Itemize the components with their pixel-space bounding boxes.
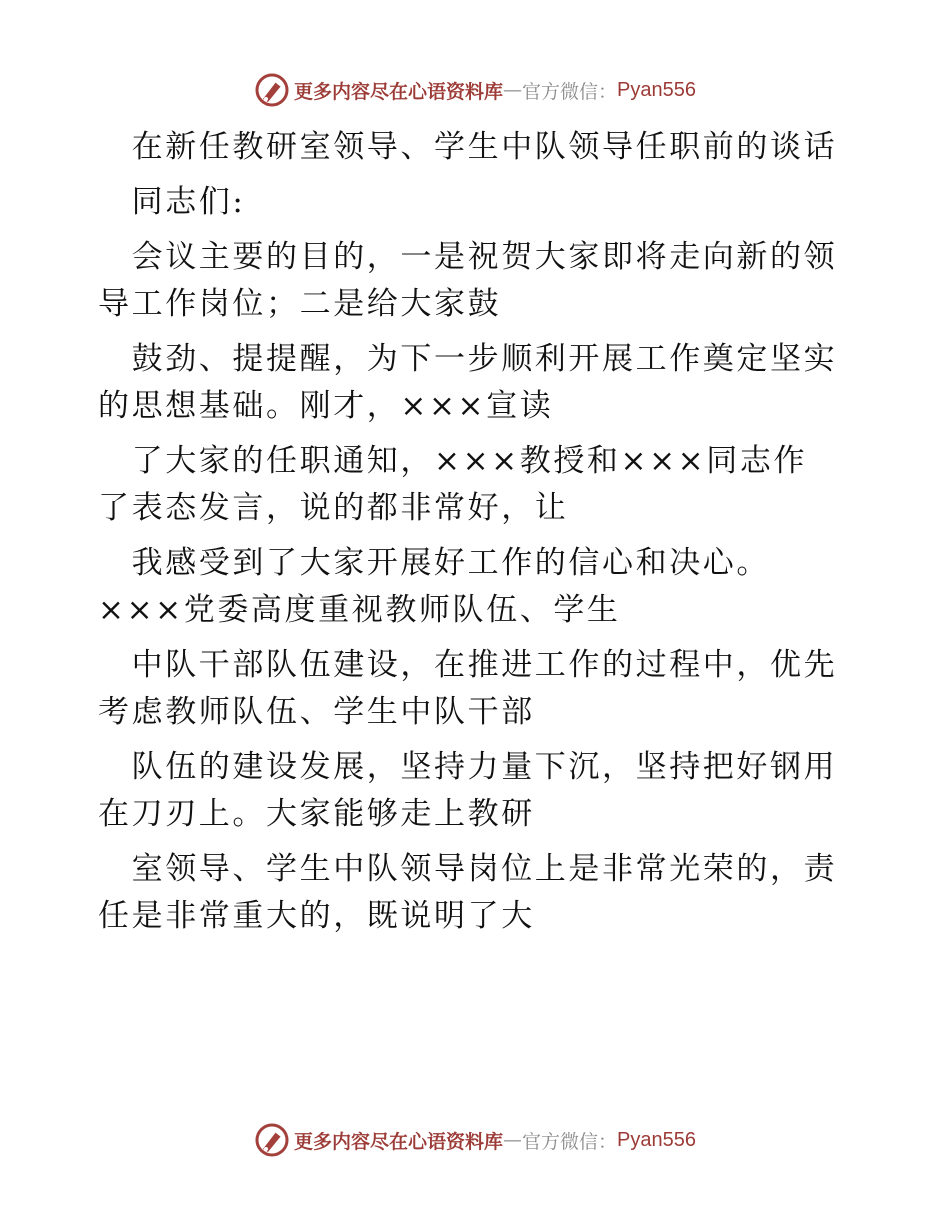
banner-dash: — <box>503 1129 523 1151</box>
text-line: 鼓劲、提提醒，为下一步顺利开展工作奠定坚实 <box>98 341 838 377</box>
text-line: 室领导、学生中队领导岗位上是非常光荣的，责 <box>98 851 838 887</box>
text-line: 了大家的任职通知，×××教授和×××同志作 <box>98 443 808 479</box>
pen-logo-icon <box>254 72 290 108</box>
text-line: 在新任教研室领导、学生中队领导任职前的谈话 <box>98 129 838 165</box>
pen-logo-icon <box>254 1122 290 1158</box>
text-line: 在刀刃上。大家能够走上教研 <box>98 796 535 832</box>
banner-main-text: 更多内容尽在心语资料库 <box>294 1130 504 1153</box>
banner-wechat-id: Pyan556 <box>617 78 696 101</box>
text-line: 队伍的建设发展，坚持力量下沉，坚持把好钢用 <box>98 749 838 785</box>
banner-wechat-label: 官方微信： <box>522 1130 618 1153</box>
text-line: 我感受到了大家开展好工作的信心和决心。 <box>98 545 770 581</box>
text-line: 同志们: <box>98 184 246 220</box>
text-line: 的思想基础。刚才，×××宣读 <box>98 388 554 424</box>
document-body <box>98 124 850 940</box>
footer-banner <box>0 1120 950 1160</box>
banner-wechat-id: Pyan556 <box>617 1128 696 1151</box>
text-line: 考虑教师队伍、学生中队干部 <box>98 694 535 730</box>
text-line: ×××党委高度重视教师队伍、学生 <box>98 592 621 628</box>
banner-wechat-label: 官方微信： <box>522 80 618 103</box>
text-line: 任是非常重大的，既说明了大 <box>98 898 535 934</box>
banner-main-text: 更多内容尽在心语资料库 <box>294 80 504 103</box>
text-line: 导工作岗位；二是给大家鼓 <box>98 286 502 322</box>
text-line: 了表态发言，说的都非常好，让 <box>98 490 569 526</box>
text-line: 会议主要的目的，一是祝贺大家即将走向新的领 <box>98 239 838 275</box>
header-banner <box>0 70 950 110</box>
text-line: 中队干部队伍建设，在推进工作的过程中，优先 <box>98 647 838 683</box>
banner-dash: — <box>503 79 523 101</box>
